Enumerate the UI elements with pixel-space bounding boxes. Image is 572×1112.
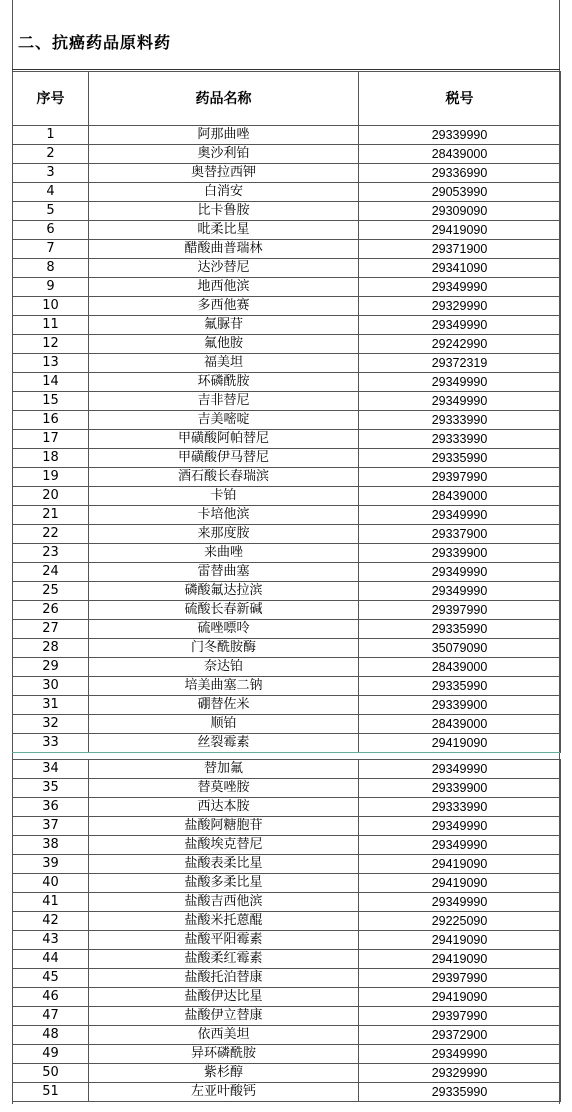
table-row: [13, 411, 561, 430]
drug-name: 盐酸伊立替康: [89, 1007, 359, 1026]
tariff-code: 29225090: [359, 912, 561, 931]
drug-name: 异环磷酰胺: [89, 1045, 359, 1064]
table-row: [13, 278, 561, 297]
tariff-code: 29372900: [359, 1026, 561, 1045]
tariff-code: 29329990: [359, 1064, 561, 1083]
drug-name: 盐酸埃克替尼: [89, 836, 359, 855]
tariff-code: 28439000: [359, 145, 561, 164]
tariff-code: 29349990: [359, 582, 561, 601]
table-row: [13, 164, 561, 183]
tariff-code: 29329990: [359, 297, 561, 316]
tariff-code: 29349990: [359, 893, 561, 912]
drug-name: 硼替佐米: [89, 696, 359, 715]
row-index: 41: [13, 893, 89, 912]
row-index: 30: [13, 677, 89, 696]
table-row: [13, 677, 561, 696]
row-index: 46: [13, 988, 89, 1007]
row-index: 39: [13, 855, 89, 874]
table-body-bottom: [13, 760, 561, 1102]
row-index: 14: [13, 373, 89, 392]
drug-name: 替加氟: [89, 760, 359, 779]
tariff-code: 28439000: [359, 487, 561, 506]
tariff-code: 28439000: [359, 658, 561, 677]
drug-name: 门冬酰胺酶: [89, 639, 359, 658]
tariff-code: 29349990: [359, 316, 561, 335]
tariff-code: 29397990: [359, 601, 561, 620]
drug-name: 雷替曲塞: [89, 563, 359, 582]
table-row: [13, 544, 561, 563]
table-header-row: [13, 72, 561, 126]
row-index: 29: [13, 658, 89, 677]
row-index: 17: [13, 430, 89, 449]
row-index: 3: [13, 164, 89, 183]
row-index: 2: [13, 145, 89, 164]
row-index: 24: [13, 563, 89, 582]
drug-name: 盐酸米托蒽醌: [89, 912, 359, 931]
drug-name: 卡培他滨: [89, 506, 359, 525]
tariff-code: 29419090: [359, 950, 561, 969]
row-index: 5: [13, 202, 89, 221]
tariff-code: 29419090: [359, 874, 561, 893]
table-row: [13, 316, 561, 335]
drug-name: 盐酸平阳霉素: [89, 931, 359, 950]
tariff-code: 29349990: [359, 836, 561, 855]
drug-name: 奈达铂: [89, 658, 359, 677]
table-row: [13, 874, 561, 893]
tariff-code: 29335990: [359, 449, 561, 468]
table-row: [13, 1083, 561, 1102]
table-row: [13, 639, 561, 658]
tariff-code: 29337900: [359, 525, 561, 544]
table-row: [13, 354, 561, 373]
tariff-code: 29349990: [359, 278, 561, 297]
row-index: 28: [13, 639, 89, 658]
table-row: [13, 696, 561, 715]
drug-name: 盐酸吉西他滨: [89, 893, 359, 912]
row-index: 42: [13, 912, 89, 931]
tariff-code: 28439000: [359, 715, 561, 734]
table-row: [13, 392, 561, 411]
tariff-code: 29397990: [359, 1007, 561, 1026]
tariff-code: 29333990: [359, 798, 561, 817]
row-index: 34: [13, 760, 89, 779]
drug-name: 白消安: [89, 183, 359, 202]
row-index: 31: [13, 696, 89, 715]
row-index: 23: [13, 544, 89, 563]
drug-name: 奥替拉西钾: [89, 164, 359, 183]
drug-name: 替莫唑胺: [89, 779, 359, 798]
tariff-code: 29372319: [359, 354, 561, 373]
table-row: [13, 760, 561, 779]
drug-name: 环磷酰胺: [89, 373, 359, 392]
row-index: 44: [13, 950, 89, 969]
tariff-code: 29349990: [359, 1045, 561, 1064]
table-row: [13, 950, 561, 969]
table-row: [13, 798, 561, 817]
row-index: 49: [13, 1045, 89, 1064]
table-row: [13, 487, 561, 506]
table-row: [13, 430, 561, 449]
row-index: 22: [13, 525, 89, 544]
tariff-code: 29419090: [359, 988, 561, 1007]
drug-name: 氟他胺: [89, 335, 359, 354]
table-row: [13, 126, 561, 145]
tariff-code: 29339900: [359, 696, 561, 715]
tariff-code: 29335990: [359, 620, 561, 639]
tariff-code: 29333990: [359, 411, 561, 430]
table-row: [13, 373, 561, 392]
tariff-code: 29419090: [359, 221, 561, 240]
row-index: 33: [13, 734, 89, 753]
row-index: 50: [13, 1064, 89, 1083]
tariff-code: 29336990: [359, 164, 561, 183]
drug-name: 盐酸多柔比星: [89, 874, 359, 893]
header-index: 序号: [13, 72, 89, 126]
tariff-code: 29349990: [359, 392, 561, 411]
table-row: [13, 931, 561, 950]
tariff-code: 29339900: [359, 544, 561, 563]
table-row: [13, 563, 561, 582]
table-row: [13, 1026, 561, 1045]
tariff-code: 29053990: [359, 183, 561, 202]
row-index: 16: [13, 411, 89, 430]
tariff-code: 29349990: [359, 760, 561, 779]
row-index: 32: [13, 715, 89, 734]
drug-name: 奥沙利铂: [89, 145, 359, 164]
drug-name: 磷酸氟达拉滨: [89, 582, 359, 601]
tariff-code: 29397990: [359, 468, 561, 487]
drug-name: 硫唑嘌呤: [89, 620, 359, 639]
tariff-code: 29349990: [359, 506, 561, 525]
table-row: [13, 582, 561, 601]
row-index: 21: [13, 506, 89, 525]
table-row: [13, 817, 561, 836]
row-index: 12: [13, 335, 89, 354]
table-row: [13, 449, 561, 468]
tariff-code: 29335990: [359, 677, 561, 696]
drug-name: 盐酸柔红霉素: [89, 950, 359, 969]
table-break: [12, 752, 560, 759]
table-row: [13, 601, 561, 620]
drug-table-bottom: [12, 759, 561, 1102]
drug-table-top: [12, 71, 561, 753]
row-index: 43: [13, 931, 89, 950]
row-index: 40: [13, 874, 89, 893]
header-name: 药品名称: [89, 72, 359, 126]
drug-name: 来那度胺: [89, 525, 359, 544]
tariff-code: 29419090: [359, 931, 561, 950]
drug-name: 地西他滨: [89, 278, 359, 297]
header-code: 税号: [359, 72, 561, 126]
table-row: [13, 855, 561, 874]
drug-name: 左亚叶酸钙: [89, 1083, 359, 1102]
table-row: [13, 734, 561, 753]
row-index: 36: [13, 798, 89, 817]
table-row: [13, 506, 561, 525]
drug-name: 盐酸伊达比星: [89, 988, 359, 1007]
drug-name: 西达本胺: [89, 798, 359, 817]
row-index: 7: [13, 240, 89, 259]
tariff-code: 29335990: [359, 1083, 561, 1102]
row-index: 9: [13, 278, 89, 297]
drug-name: 依西美坦: [89, 1026, 359, 1045]
row-index: 38: [13, 836, 89, 855]
tariff-code: 29419090: [359, 855, 561, 874]
row-index: 25: [13, 582, 89, 601]
row-index: 35: [13, 779, 89, 798]
row-index: 37: [13, 817, 89, 836]
drug-name: 甲磺酸阿帕替尼: [89, 430, 359, 449]
drug-name: 吉美嘧啶: [89, 411, 359, 430]
table-row: [13, 335, 561, 354]
table-row: [13, 1007, 561, 1026]
table-row: [13, 658, 561, 677]
row-index: 10: [13, 297, 89, 316]
table-row: [13, 468, 561, 487]
row-index: 45: [13, 969, 89, 988]
table-row: [13, 259, 561, 278]
row-index: 47: [13, 1007, 89, 1026]
row-index: 26: [13, 601, 89, 620]
tariff-code: 29339900: [359, 779, 561, 798]
tariff-code: 29397990: [359, 969, 561, 988]
row-index: 6: [13, 221, 89, 240]
drug-name: 来曲唑: [89, 544, 359, 563]
row-index: 51: [13, 1083, 89, 1102]
drug-name: 培美曲塞二钠: [89, 677, 359, 696]
row-index: 8: [13, 259, 89, 278]
page-title: 二、抗癌药品原料药: [18, 33, 172, 52]
drug-name: 福美坦: [89, 354, 359, 373]
table-row: [13, 836, 561, 855]
drug-name: 吡柔比星: [89, 221, 359, 240]
tariff-code: 29242990: [359, 335, 561, 354]
drug-name: 氟脲苷: [89, 316, 359, 335]
drug-name: 酒石酸长春瑞滨: [89, 468, 359, 487]
row-index: 1: [13, 126, 89, 145]
drug-name: 达沙替尼: [89, 259, 359, 278]
drug-name: 硫酸长春新碱: [89, 601, 359, 620]
table-row: [13, 145, 561, 164]
table-row: [13, 779, 561, 798]
tariff-code: 29309090: [359, 202, 561, 221]
table-row: [13, 202, 561, 221]
table-row: [13, 525, 561, 544]
table-row: [13, 620, 561, 639]
tariff-code: 29371900: [359, 240, 561, 259]
drug-name: 卡铂: [89, 487, 359, 506]
row-index: 15: [13, 392, 89, 411]
drug-name: 丝裂霉素: [89, 734, 359, 753]
drug-name: 甲磺酸伊马替尼: [89, 449, 359, 468]
tariff-code: 35079090: [359, 639, 561, 658]
row-index: 13: [13, 354, 89, 373]
table-row: [13, 893, 561, 912]
row-index: 4: [13, 183, 89, 202]
title-box: [12, 0, 560, 70]
drug-name: 醋酸曲普瑞林: [89, 240, 359, 259]
drug-name: 多西他赛: [89, 297, 359, 316]
tariff-code: 29333990: [359, 430, 561, 449]
table-row: [13, 183, 561, 202]
drug-name: 顺铂: [89, 715, 359, 734]
drug-name: 紫杉醇: [89, 1064, 359, 1083]
drug-name: 阿那曲唑: [89, 126, 359, 145]
table-row: [13, 240, 561, 259]
drug-name: 吉非替尼: [89, 392, 359, 411]
drug-name: 盐酸阿糖胞苷: [89, 817, 359, 836]
tariff-code: 29341090: [359, 259, 561, 278]
drug-name: 盐酸托泊替康: [89, 969, 359, 988]
row-index: 19: [13, 468, 89, 487]
tariff-code: 29349990: [359, 817, 561, 836]
row-index: 18: [13, 449, 89, 468]
tariff-code: 29339990: [359, 126, 561, 145]
drug-name: 盐酸表柔比星: [89, 855, 359, 874]
table-row: [13, 297, 561, 316]
table-row: [13, 988, 561, 1007]
table-row: [13, 969, 561, 988]
table-row: [13, 912, 561, 931]
tariff-code: 29349990: [359, 563, 561, 582]
row-index: 48: [13, 1026, 89, 1045]
drug-name: 比卡鲁胺: [89, 202, 359, 221]
table-body-top: [13, 126, 561, 753]
row-index: 27: [13, 620, 89, 639]
tariff-code: 29419090: [359, 734, 561, 753]
row-index: 11: [13, 316, 89, 335]
row-index: 20: [13, 487, 89, 506]
table-row: [13, 221, 561, 240]
table-row: [13, 1045, 561, 1064]
tariff-code: 29349990: [359, 373, 561, 392]
table-row: [13, 715, 561, 734]
table-row: [13, 1064, 561, 1083]
